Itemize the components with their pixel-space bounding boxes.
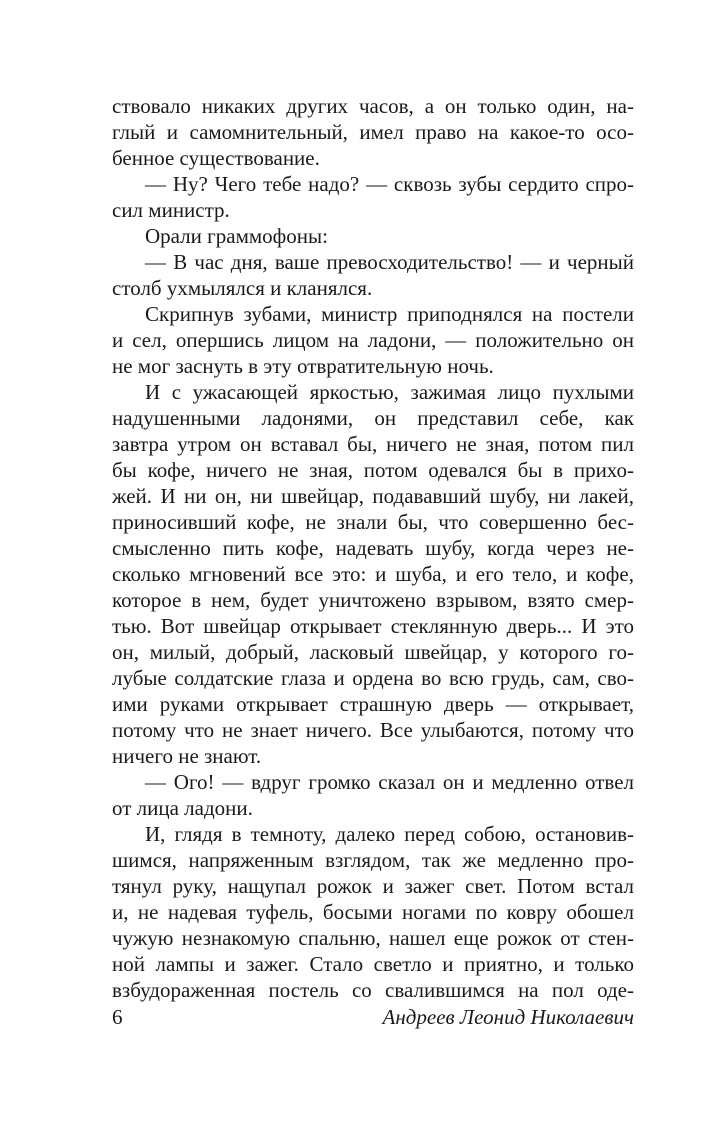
text-line: тянул руку, нащупал рожок и зажег свет. Потом встал — [112, 874, 634, 898]
text-line: бенное существование. — [112, 146, 320, 170]
text-line: тью. Вот швейцар открывает стеклянную дверь... И это — [112, 614, 634, 638]
text-line: смысленно пить кофе, надевать шубу, когда через не- — [112, 536, 634, 560]
text-line: приносивший кофе, не знали бы, что совершенно бес- — [112, 510, 634, 534]
text-line: чужую незнакомую спальню, нашел еще рожок от стен- — [112, 926, 634, 950]
text-line: лубые солдатские глаза и ордена во всю грудь, сам, сво- — [112, 666, 634, 690]
page-number: 6 — [112, 1005, 123, 1029]
text-line: и сел, опершись лицом на ладони, — положительно он — [112, 328, 634, 352]
text-line: бы кофе, ничего не зная, потом одевался бы в прихо- — [112, 458, 634, 482]
text-line: ной лампы и зажег. Стало светло и приятно, и только — [112, 952, 634, 976]
text-line: жей. И ни он, ни швейцар, подававший шубу, ни лакей, — [112, 484, 634, 508]
text-line: надушенными ладонями, он представил себе, как — [112, 406, 634, 430]
text-line: он, милый, добрый, ласковый швейцар, у которого го- — [112, 640, 634, 664]
text-line: ничего не знают. — [112, 744, 262, 768]
body-text — [112, 93, 634, 1003]
text-line: завтра утром он вставал бы, ничего не зная, потом пил — [112, 432, 634, 456]
text-line: столб ухмылялся и кланялся. — [112, 276, 373, 300]
text-line: глый и самомнительный, имел право на какое-то осо- — [112, 120, 634, 144]
text-line: Скрипнув зубами, министр приподнялся на постели — [145, 302, 634, 326]
text-line: И, глядя в темноту, далеко перед собою, остановив- — [145, 822, 634, 846]
text-line: — Ну? Чего тебе надо? — сквозь зубы сердито спро- — [145, 172, 634, 196]
text-line: ствовало никаких других часов, а он только один, на- — [112, 94, 634, 118]
text-line: ими руками открывает страшную дверь — открывает, — [112, 692, 634, 716]
page-footer — [112, 1004, 634, 1030]
text-line: от лица ладони. — [112, 796, 253, 820]
text-line: потому что не знает ничего. Все улыбаются, потому что — [112, 718, 634, 742]
text-line: — Ого! — вдруг громко сказал он и медленно отвел — [145, 770, 634, 794]
text-line: шимся, напряженным взглядом, так же медленно про- — [112, 848, 634, 872]
text-line: и, не надевая туфель, босыми ногами по ковру обошел — [112, 900, 634, 924]
running-title: Андреев Леонид Николаевич — [382, 1005, 634, 1029]
text-line: Орали граммофоны: — [145, 224, 328, 248]
text-line: сколько мгновений все это: и шуба, и его тело, и кофе, — [112, 562, 634, 586]
text-line: сил министр. — [112, 198, 230, 222]
text-line: взбудораженная постель со свалившимся на пол оде- — [112, 978, 634, 1002]
text-line: которое в нем, будет уничтожено взрывом, взято смер- — [112, 588, 634, 612]
text-line: не мог заснуть в эту отвратительную ночь. — [112, 354, 494, 378]
text-line: И с ужасающей яркостью, зажимая лицо пухлыми — [145, 380, 634, 404]
text-line: — В час дня, ваше превосходительство! — и черный — [145, 250, 634, 274]
